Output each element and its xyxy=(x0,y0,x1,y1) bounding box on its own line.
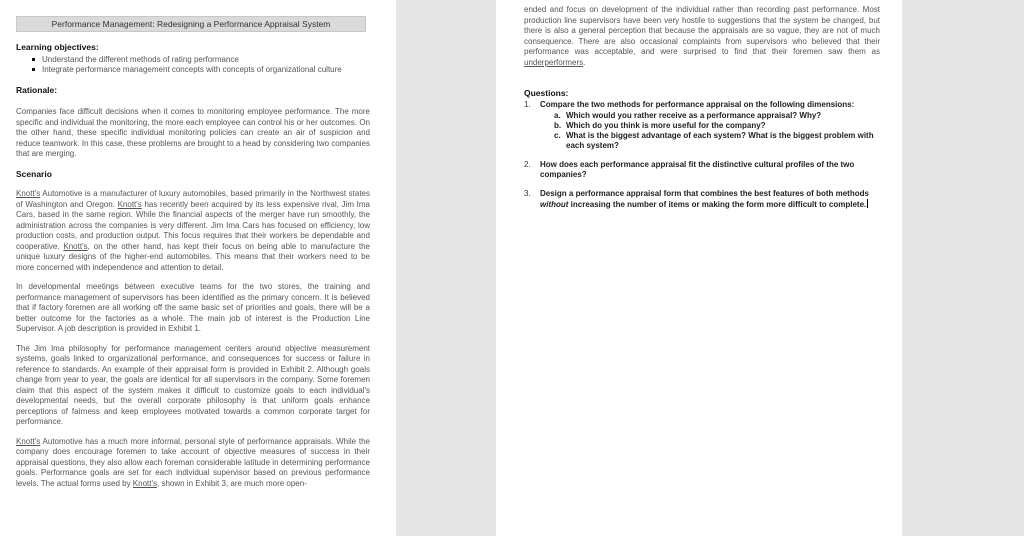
company-name-link: Knott's xyxy=(16,189,41,198)
objective-item: Understand the different methods of rating performance xyxy=(32,55,370,65)
document-title: Performance Management: Redesigning a Performance Appraisal System xyxy=(16,16,366,32)
questions-list xyxy=(524,100,880,210)
continued-paragraph: ended and focus on development of the individual rather than recording past performance. Most production line supervisors have been very hostile to suggestions that the system be changed, but there is also a general perception that because the appraisals are so vague, they are not of much consequence. There are also occasional complaints from supervisors who believed that their performance was acceptable, and were surprised to find that their foremen saw them as underperformers. xyxy=(524,5,880,67)
sub-question-a: a. Which would you rather receive as a performance appraisal? Why? xyxy=(554,110,822,120)
text-cursor xyxy=(867,199,868,208)
scenario-paragraph-1: Knott's Automotive is a manufacturer of luxury automobiles, based primarily in the Northwest states of Washington and Oregon. Knott's has recently been acquired by its less expensive rival, Jim Ima Cars, based in the same region. While the financial aspects of the merger have run smoothly, the administration across the companies is very different. Jim Ima Cars has focused on efficiency, low production costs, and production output. This focus requires that their workers be dependable and cooperative. Knott's, on the other hand, has kept their focus on being able to manufacture the unique luxury designs of the higher-end automobiles. This means that their workers need to be more concerned with independence and attention to detail. xyxy=(16,189,370,272)
question-item-1: 1. Compare the two methods for performance appraisal on the following dimensions: a. Which would you rather receive as a performance appraisal? Why? b. Which do you think is more useful for the company? c. What is the biggest advantage of each system? What is the biggest problem with each system? xyxy=(524,100,880,151)
objectives-heading: Learning objectives: xyxy=(16,42,99,52)
scenario-heading: Scenario xyxy=(16,168,52,179)
document-page-right xyxy=(496,0,902,536)
objective-item: Integrate performance management concepts with concepts of organizational culture xyxy=(32,65,370,75)
document-page-left xyxy=(0,0,396,536)
rationale-paragraph: Companies face difficult decisions when it comes to monitoring employee performance. The more specific and individual the monitoring, the more each employee can control his or her outcomes. On the other hand, these specific individual monitoring policies can create an air of suspicion and reduce teamwork. In this case, these problems are brought to a head by considering two companies that are merging. xyxy=(16,107,370,158)
rationale-heading: Rationale: xyxy=(16,84,58,95)
scenario-paragraph-4: Knott's Automotive has a much more informal, personal style of performance appraisals. While the company does encourage foremen to take account of objective measures of success in their appraisal questions, they also allow each foreman considerable latitude in determining performance goals. Performance goals are set for each individual supervisor based on previous performance levels. The actual forms used by Knott's, shown in Exhibit 3, are much more open- xyxy=(16,436,370,488)
question-1-subitems xyxy=(554,111,880,151)
sub-question-c: c. What is the biggest advantage of each system? What is the biggest problem with each system? xyxy=(554,130,874,150)
objectives-list xyxy=(32,55,370,75)
question-item-2: 2. How does each performance appraisal fit the distinctive cultural profiles of the two companies? xyxy=(524,159,855,179)
questions-heading: Questions: xyxy=(524,88,569,98)
question-item-3: 3. Design a performance appraisal form that combines the best features of both methods without increasing the number of items or making the form more difficult to complete. xyxy=(524,188,869,209)
scenario-paragraph-2: In developmental meetings between executive teams for the two stores, the training and performance management of supervisors has been identified as the primary concern. It is believed that if factory foremen are all working off the same basic set of priorities and goals, there will be a better outcome for the factories as a whole. The main job of interest is the Production Line Supervisor. A job description is provided in Exhibit 1. xyxy=(16,282,370,333)
sub-question-b: b. Which do you think is more useful for the company? xyxy=(554,120,766,130)
scenario-paragraph-3: The Jim Ima philosophy for performance management centers around objective measurement systems, goals linked to organizational performance, and consequences for success or failure in reference to standards. An example of their appraisal form is provided in Exhibit 2. Although goals change from year to year, the goals are identical for all supervisors in the company. Some foremen claim that this aspect of the system makes it difficult to customize goals to each individual's developmental needs, but the overall corporate philosophy is that uniform goals enhance perceptions of fairness and keep employees motivated towards a common corporate target for performance. xyxy=(16,343,370,426)
